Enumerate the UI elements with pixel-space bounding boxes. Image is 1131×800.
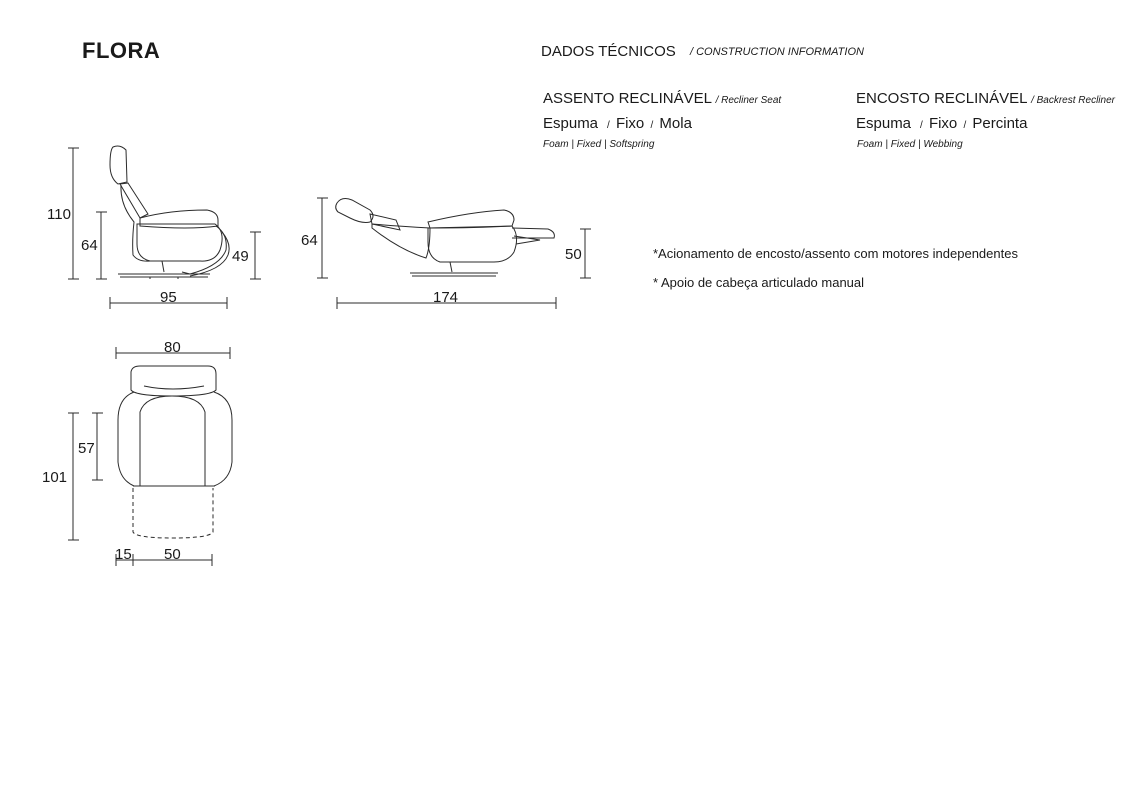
note-motors: *Acionamento de encosto/assento com motores independentes	[653, 246, 1018, 261]
backrest-title: ENCOSTO RECLINÁVEL	[856, 90, 1027, 107]
backrest-material-en-1: Fixed	[890, 139, 916, 150]
separator: /	[604, 120, 610, 131]
backrest-material-en-2: Webbing	[923, 139, 963, 150]
separator: /	[650, 120, 654, 131]
separator: |	[917, 139, 921, 150]
seat-title-en: / Recliner Seat	[715, 95, 782, 106]
separator: |	[885, 139, 888, 150]
top-view-chair-drawing	[118, 366, 232, 538]
seat-material-en-1: Fixed	[576, 139, 602, 150]
dim-side-height-total: 110	[47, 206, 71, 223]
separator: |	[603, 139, 607, 150]
dim-side-depth: 95	[160, 289, 177, 306]
note-headrest: * Apoio de cabeça articulado manual	[653, 275, 865, 290]
seat-material-en-0: Foam	[543, 139, 569, 150]
product-name: FLORA	[82, 38, 161, 63]
backrest-material-foam: Espuma	[856, 115, 912, 132]
dim-top-depth-seat: 57	[78, 440, 95, 457]
backrest-material-webbing: Percinta	[972, 115, 1028, 132]
side-view-dimension-lines	[68, 148, 261, 309]
seat-material-en-2: Softspring	[609, 139, 655, 150]
separator: /	[917, 120, 923, 131]
dim-reclined-length: 174	[433, 289, 459, 306]
dim-side-height-arm: 64	[81, 237, 98, 254]
backrest-material-fixed: Fixo	[928, 115, 958, 132]
seat-material-foam: Espuma	[543, 115, 599, 132]
reclined-view-chair-drawing	[336, 199, 555, 276]
separator: /	[963, 120, 967, 131]
dim-top-depth-total: 101	[42, 469, 68, 486]
seat-material-spring: Mola	[659, 115, 692, 132]
seat-title: ASSENTO RECLINÁVEL	[543, 90, 712, 107]
dim-top-width: 80	[164, 339, 181, 356]
dim-top-arm-width: 15	[115, 546, 132, 563]
section-heading-en: / CONSTRUCTION INFORMATION	[690, 46, 864, 58]
backrest-title-en: / Backrest Recliner	[1031, 95, 1115, 106]
section-heading: DADOS TÉCNICOS	[541, 43, 676, 60]
separator: |	[571, 139, 574, 150]
seat-material-fixed: Fixo	[615, 115, 645, 132]
dim-reclined-height-arm: 64	[301, 232, 318, 249]
dim-top-seat-width: 50	[164, 546, 181, 563]
side-view-chair-drawing	[110, 146, 229, 279]
dim-reclined-height-footrest: 50	[565, 246, 582, 263]
dim-side-height-seat: 49	[232, 248, 249, 265]
backrest-material-en-0: Foam	[857, 139, 883, 150]
